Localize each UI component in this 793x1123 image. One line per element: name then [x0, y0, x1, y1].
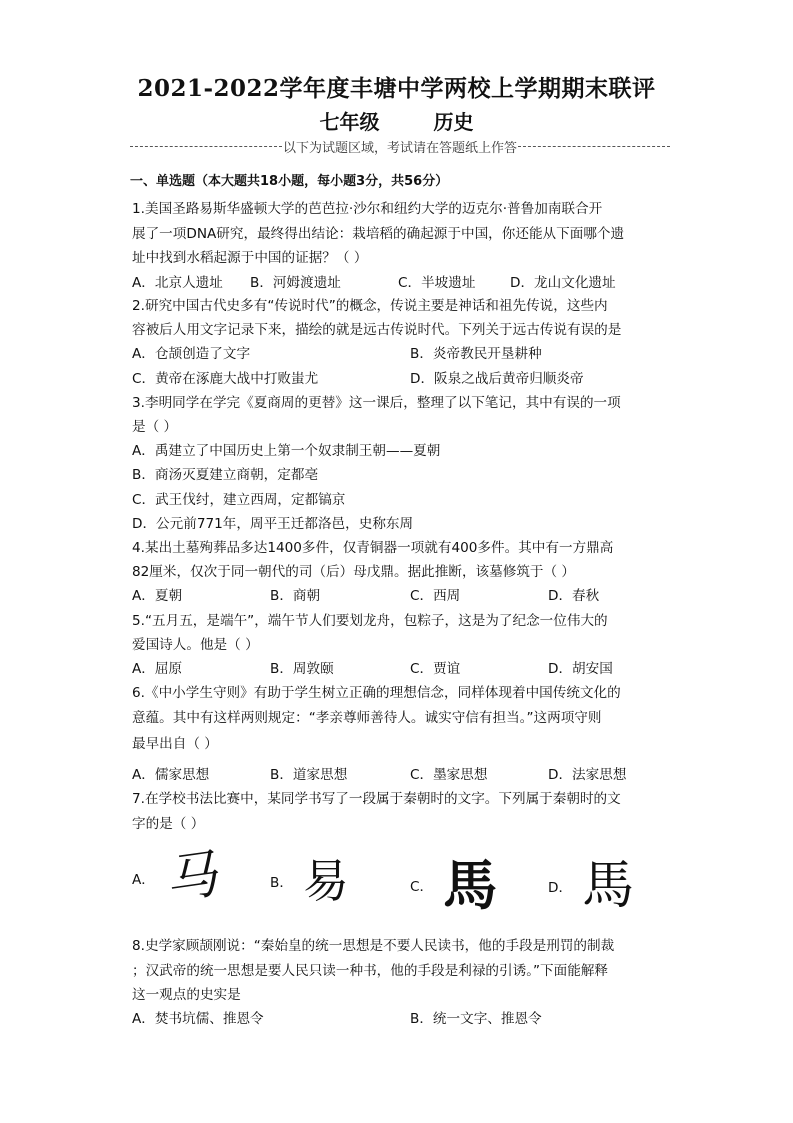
option-c: C．半坡遗址	[398, 275, 476, 291]
question-line: ；汉武帝的统一思想是要人民只读一种书，他的手段是利禄的引诱。”下面能解释	[132, 963, 609, 979]
question-line: 展了一项DNA研究，最终得出结论：栽培稻的确起源于中国，你还能从下面哪个遗	[132, 226, 625, 242]
question-line: 是（ ）	[132, 419, 178, 435]
option-b: B．统一文字、推恩令	[410, 1011, 542, 1027]
divider-note: 以下为试题区域，考试请在答题纸上作答	[283, 140, 518, 156]
option-a	[132, 844, 221, 912]
exam-subtitle	[0, 106, 793, 135]
option-a: A．屈原	[132, 661, 183, 677]
option-d	[548, 856, 635, 916]
option-b: B．河姆渡遗址	[250, 275, 341, 291]
option-label: D．	[548, 880, 573, 896]
option-b	[270, 854, 349, 908]
divider-dash-right	[518, 146, 670, 147]
option-c: C．武王伐纣，建立西周，定都镐京	[132, 492, 346, 508]
option-label: C．	[410, 879, 434, 895]
option-label: B．	[270, 875, 293, 891]
divider-dash-left	[130, 146, 282, 147]
option-label: A．	[132, 872, 155, 888]
option-a: A．北京人遗址	[132, 275, 223, 291]
option-d: D．公元前771年，周平王迁都洛邑，史称东周	[132, 516, 414, 532]
option-b: B．商朝	[270, 588, 321, 604]
question-line: 5.“五月五，是端午”，端午节人们要划龙舟，包粽子，这是为了纪念一位伟大的	[132, 613, 608, 629]
option-d: D．法家思想	[548, 767, 627, 783]
option-a: A．儒家思想	[132, 767, 210, 783]
option-b: B．道家思想	[270, 767, 348, 783]
option-d: D．胡安国	[548, 661, 613, 677]
section-heading: 一、单选题（本大题共18小题，每小题3分，共56分）	[130, 174, 449, 189]
question-line: 容被后人用文字记录下来，描绘的就是远古传说时代。下列关于远古传说有误的是	[132, 322, 622, 338]
question-line: 4.某出土墓殉葬品多达1400多件，仅青铜器一项就有400多件。其中有一方鼎高	[132, 540, 614, 556]
seal-script-horse-glyph: 易	[302, 854, 349, 908]
option-a: A．夏朝	[132, 588, 183, 604]
option-a: A．仓颉创造了文字	[132, 346, 251, 362]
option-b: B．商汤灭夏建立商朝，定都亳	[132, 467, 319, 483]
option-d: D．春秋	[548, 588, 600, 604]
question-line: 爱国诗人。他是（ ）	[132, 637, 259, 653]
clerical-script-horse-glyph: 馬	[443, 853, 498, 917]
option-a: A．焚书坑儒、推恩令	[132, 1011, 264, 1027]
regular-script-horse-glyph: 馬	[582, 856, 635, 916]
subject-label: 历史	[433, 110, 474, 134]
option-a: A．禹建立了中国历史上第一个奴隶制王朝——夏朝	[132, 443, 441, 459]
option-d: D．龙山文化遗址	[510, 275, 616, 291]
question-line: 7.在学校书法比赛中，某同学书写了一段属于秦朝时的文字。下列属于秦朝时的文	[132, 791, 621, 807]
answer-area-divider	[130, 138, 670, 154]
option-c: C．贾谊	[410, 661, 461, 677]
question-line: 这一观点的史实是	[132, 987, 241, 1003]
oracle-bone-horse-glyph: 马	[160, 844, 221, 912]
question-line: 82厘米，仅次于同一朝代的司（后）母戊鼎。据此推断，该墓修筑于（ ）	[132, 564, 576, 580]
question-line: 字的是（ ）	[132, 816, 205, 832]
question-line: 3.李明同学在学完《夏商周的更替》这一课后，整理了以下笔记，其中有误的一项	[132, 395, 621, 411]
question-line: 2.研究中国古代史多有“传说时代”的概念，传说主要是神话和祖先传说，这些内	[132, 298, 608, 314]
option-c: C．西周	[410, 588, 461, 604]
option-c	[410, 853, 498, 917]
exam-title: 2021-2022学年度丰塘中学两校上学期期末联评	[137, 75, 656, 102]
question-line: 6.《中小学生守则》有助于学生树立正确的理想信念，同样体现着中国传统文化的	[132, 685, 621, 701]
option-b: B．炎帝教民开垦耕种	[410, 346, 542, 362]
question-line: 8.史学家顾颉刚说：“秦始皇的统一思想是不要人民读书，他的手段是刑罚的制裁	[132, 938, 615, 954]
grade-label: 七年级	[319, 110, 380, 134]
question-line: 最早出自（ ）	[132, 736, 218, 752]
question-line: 1.美国圣路易斯华盛顿大学的芭芭拉·沙尔和纽约大学的迈克尔·普鲁加南联合开	[132, 201, 603, 217]
question-line: 意蕴。其中有这样两则规定：“孝亲尊师善待人。诚实守信有担当。”这两项守则	[132, 710, 602, 726]
option-c: C．墨家思想	[410, 767, 488, 783]
option-c: C．黄帝在涿鹿大战中打败蚩尤	[132, 371, 319, 387]
option-b: B．周敦颐	[270, 661, 334, 677]
question-line: 址中找到水稻起源于中国的证据？（ ）	[132, 250, 368, 266]
option-d: D．阪泉之战后黄帝归顺炎帝	[410, 371, 584, 387]
